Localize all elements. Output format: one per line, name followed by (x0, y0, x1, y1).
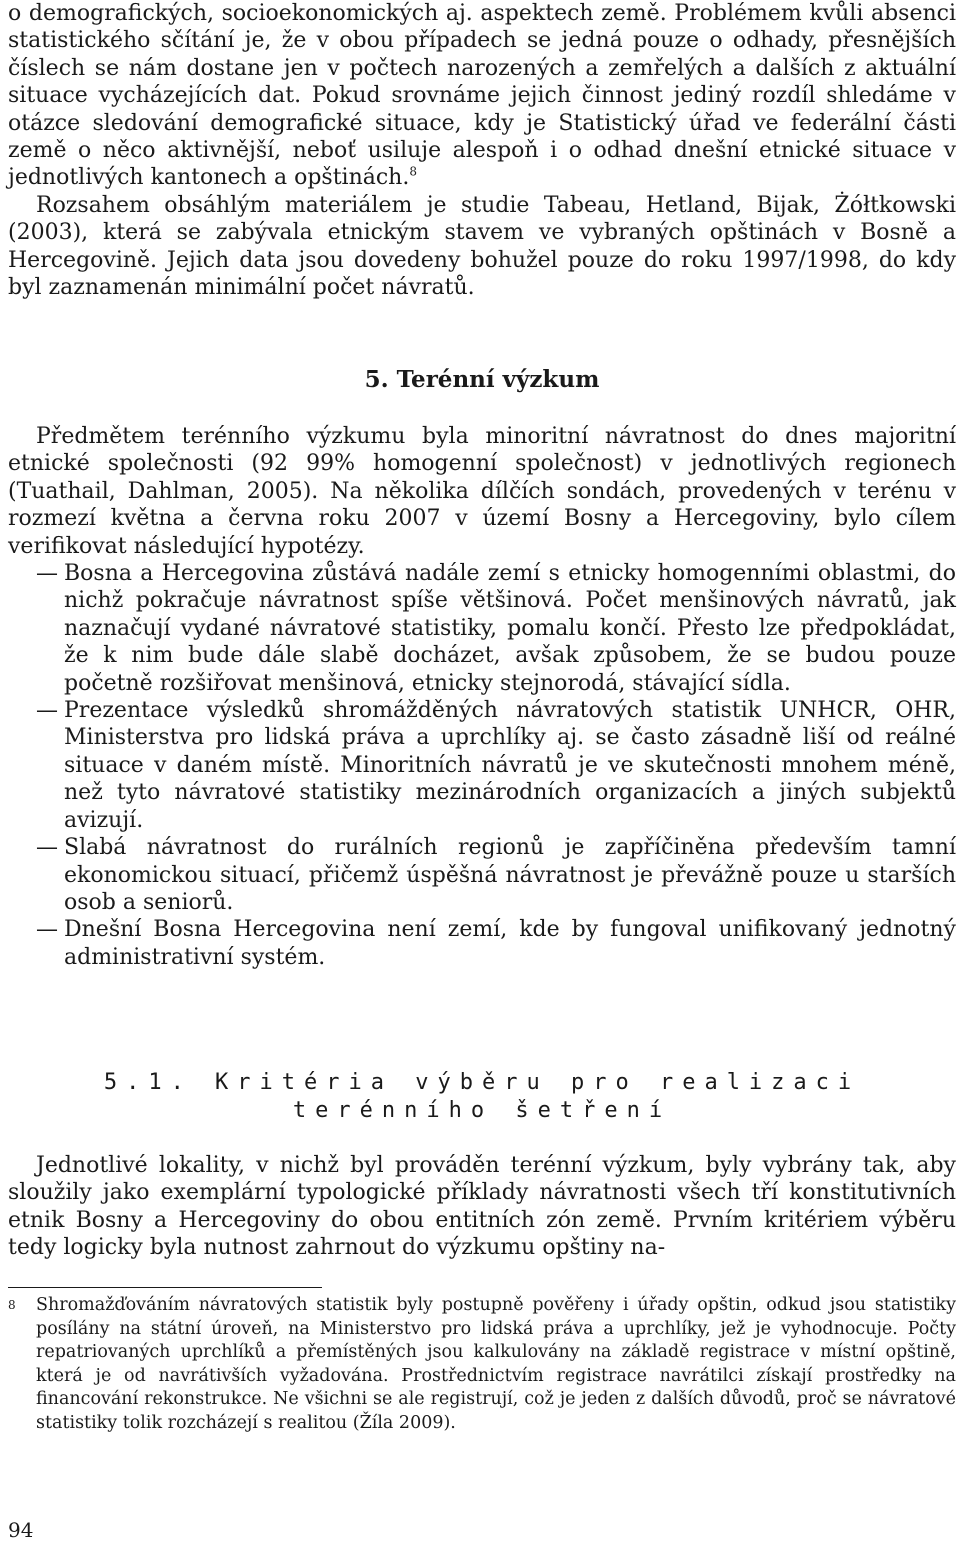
list-item: — Bosna a Hercegovina zůstává nadále zemí s etnicky homogenními oblastmi, do nichž pokračuje návratnost spíše většinová. Počet menšinových návratů, jak naznačují vydané návratové statistiky, pomalu končí. Přesto lze předpokládat, že k nim bude dále slabě docházet, avšak způsobem, že se budou pouze početně rozšiřovat menšinová, etnicky stejnorodá, stávající sídla. (8, 560, 956, 697)
footnote-number: 8 (8, 1298, 16, 1312)
footnote-reference[interactable]: 8 (409, 165, 417, 180)
list-item: — Slabá návratnost do rurálních regionů je zapříčiněna především tamní ekonomickou situací, přičemž úspěšná návratnost je převážně pouze u starších osob a seniorů. (8, 834, 956, 916)
list-item: — Dnešní Bosna Hercegovina není zemí, kde by fungoval unifikovaný jednotný administrativní systém. (8, 916, 956, 971)
section-title: 5. Terénní výzkum (364, 366, 600, 393)
footnote-divider (8, 1287, 322, 1288)
intro-paragraph (8, 0, 956, 301)
subsection-title-line-2: terénního šetření (292, 1098, 672, 1123)
section-paragraph: Předmětem terénního výzkumu byla minoritní návratnost do dnes majoritní etnické společnosti (92 99% homogenní společnost) v jednotlivých regionech (Tuathail, Dahlman, 2005). Na několika dílčích sondách, provedených v terénu v rozmezí května a června roku 2007 v území Bosny a Hercegoviny, bylo cílem verifikovat následující hypotézy. (8, 424, 956, 559)
subsection-title-line-1: 5.1. Kritéria výběru pro realizaci (103, 1070, 861, 1095)
intro-text-continued: Rozsahem obsáhlým materiálem je studie Tabeau, Hetland, Bijak, Żółtkowski (2003), která se zabývala etnickým stavem ve vybraných opštinách v Bosně a Hercegovině. Jejich data jsou dovedeny bohužel pouze do roku 1997/1998, do kdy byl zaznamenán minimální počet návratů. (8, 192, 956, 301)
subsection-paragraph: Jednotlivé lokality, v nichž byl prováděn terénní výzkum, byly vybrány tak, aby sloužily jako exemplární typologické příklady návratnosti všech tří konstitutivních etnik Bosny a Hercegoviny do obou entitních zón země. Prvním kritériem výběru tedy logicky byla nutnost zahrnout do výzkumu opštiny na- (8, 1153, 956, 1261)
footnote (8, 1294, 956, 1436)
page-number: 94 (8, 1518, 34, 1542)
intro-text: o demografických, socioekonomických aj. aspektech země. Problémem kvůli absenci statistického sčítání je, že v obou případech se jedná pouze o odhady, přesnějších číslech se nám dostane jen v počtech narozených a zemřelých a dalších z aktuální situace vycházejících dat. Pokud srovnáme jejich činnost jediný rozdíl shledáme v otázce sledování demografické situace, kdy je Statistický úřad ve federální části země o něco aktivnější, neboť usiluje alespoň i o odhad dnešní etnické situace v jednotlivých kantonech a opštinách. (8, 1, 956, 191)
list-item: — Prezentace výsledků shromážděných návratových statistik UNHCR, OHR, Ministerstva pro lidská práva a uprchlíky aj. se často zásadně liší od reálné situace v daném místě. Minoritních návratů je ve skutečnosti mnohem méně, než tyto návratové statistiky mezinárodních organizacích a jiných subjektů avizují. (8, 697, 956, 834)
footnote-text: Shromažďováním návratových statistik byly postupně pověřeny i úřady opštin, odkud jsou statistiky posílány na státní úroveň, na Ministerstvo pro lidská práva a uprchlíky, jež je vyhodnocuje. Počty repatriovaných uprchlíků a přemístěných jsou kalkulovány na základě registrace v místní opštině, která je od navrátivších vyžadována. Prostřednictvím registrace navrátilci získají prostředky na financování rekonstrukce. Ne všichni se ale registrují, což je jeden z dalších důvodů, proč se návratové statistiky tolik rozcházejí s realitou (Žíla 2009). (36, 1295, 956, 1433)
section-body (8, 423, 956, 971)
hypotheses-list (8, 560, 956, 971)
